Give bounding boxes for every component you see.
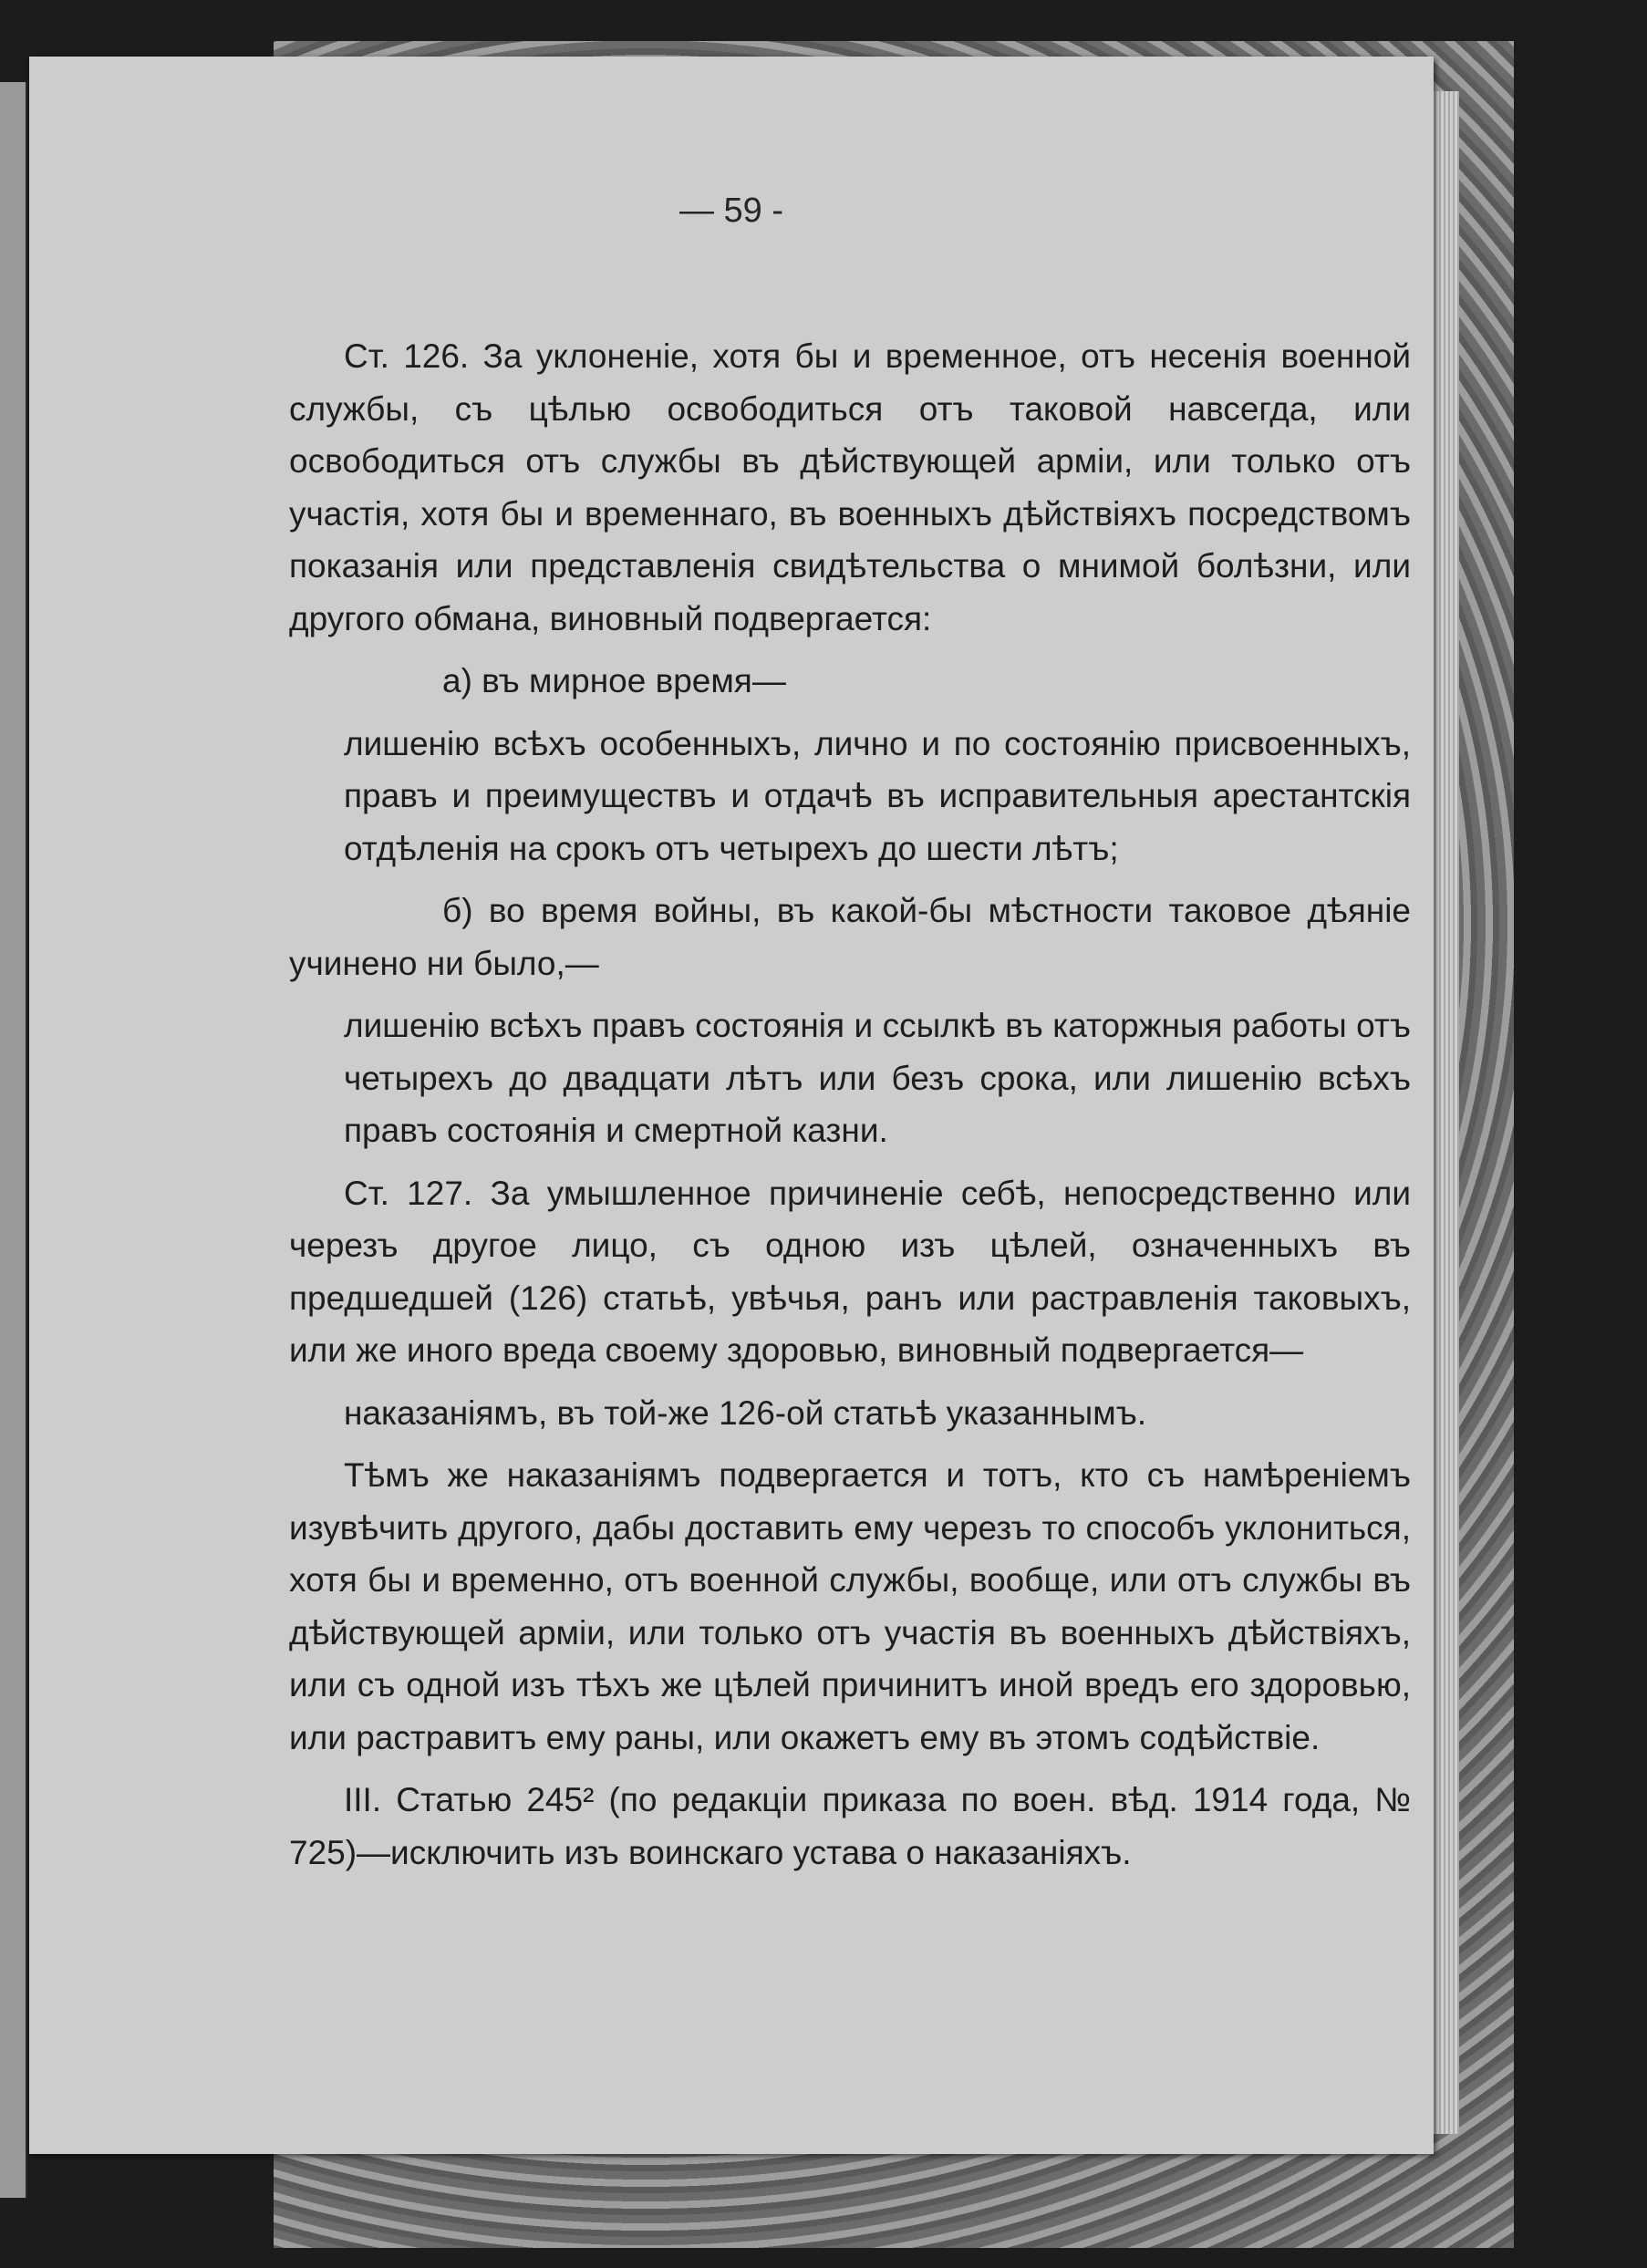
penalty-a: лишенію всѣхъ особенныхъ, лично и по состоянію присвоенныхъ, правъ и преимуществъ и отдачѣ въ исправительныя арестантскія отдѣленія на срокъ отъ четырехъ до шести лѣтъ; bbox=[344, 724, 1411, 867]
penalty-127: наказаніямъ, въ той-же 126-ой статьѣ указаннымъ. bbox=[344, 1393, 1147, 1432]
same-penalty-paragraph: Тѣмъ же наказаніямъ подвергается и тотъ, кто съ намѣреніемъ изувѣчить другого, дабы доставить ему черезъ то способъ уклониться, хотя бы и временно, отъ военной службы, вообще, или отъ службы въ дѣйствующей арміи, или только отъ участія въ военныхъ дѣйствіяхъ, или съ одной изъ тѣхъ же цѣлей причинитъ иной вредъ его здоровью, или растравитъ ему раны, или окажетъ ему въ этомъ содѣйствіе. bbox=[289, 1456, 1411, 1756]
clause-a: а) въ мирное время— bbox=[442, 662, 786, 699]
clause-b: б) во время войны, въ какой-бы мѣстности таковое дѣяніе учинено ни было,— bbox=[289, 892, 1411, 982]
page-number: — 59 - bbox=[678, 192, 784, 230]
article-126-paragraph: Ст. 126. За уклоненіе, хотя бы и временное, отъ несенія военной службы, съ цѣлью освободиться отъ таковой навсегда, или освободиться отъ службы въ дѣйствующей арміи, или только отъ участія, хотя бы и временнаго, въ военныхъ дѣйствіяхъ посредствомъ показанія или представленія свидѣтельства о мнимой болѣзни, или другого обмана, виновный подвергается: bbox=[289, 337, 1411, 637]
article-127-paragraph: Ст. 127. За умышленное причиненіе себѣ, непосредственно или черезъ другое лицо, съ одною изъ цѣлей, означенныхъ въ предшедшей (126) статьѣ, увѣчья, ранъ или растравленія таковыхъ, или же иного вреда своему здоровью, виновный подвергается— bbox=[289, 1174, 1411, 1369]
section-iii-paragraph: III. Статью 245² (по редакціи приказа по воен. вѣд. 1914 года, № 725)—исключить изъ воинскаго устава о наказаніяхъ. bbox=[289, 1781, 1411, 1871]
page-text bbox=[289, 330, 1411, 1889]
penalty-b: лишенію всѣхъ правъ состоянія и ссылкѣ въ каторжныя работы отъ четырехъ до двадцати лѣтъ или безъ срока, или лишенію всѣхъ правъ состоянія и смертной казни. bbox=[344, 1007, 1411, 1149]
book-page bbox=[29, 57, 1434, 2154]
left-page-edge bbox=[0, 82, 27, 2198]
